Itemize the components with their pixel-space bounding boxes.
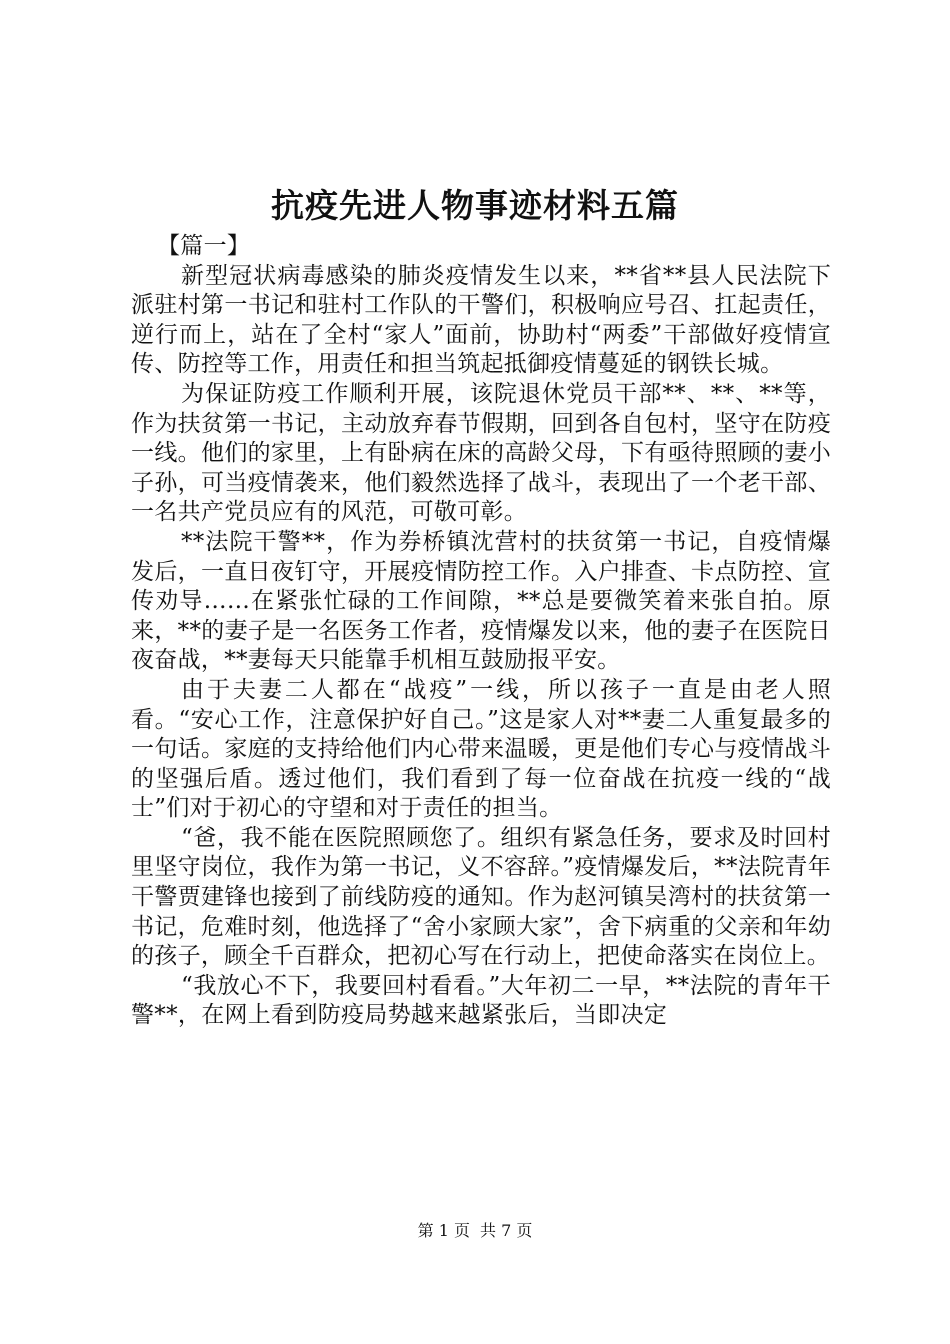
document-body bbox=[131, 232, 831, 1031]
paragraph-4: 由于夫妻二人都在“战疫”一线，所以孩子一直是由老人照看。“安心工作，注意保护好自己。”这是家人对**妻二人重复最多的一句话。家庭的支持给他们内心带来温暖，更是他们专心与疫情战斗的坚强后盾。透过他们，我们看到了每一位奋战在抗疫一线的“战士”们对于初心的守望和对于责任的担当。 bbox=[131, 676, 831, 822]
page-total: 共 7 页 bbox=[480, 1221, 533, 1240]
section-heading: 【篇一】 bbox=[157, 233, 251, 259]
paragraph-1: 新型冠状病毒感染的肺炎疫情发生以来，**省**县人民法院下派驻村第一书记和驻村工作队的干警们，积极响应号召、扛起责任，逆行而上，站在了全村“家人”面前，协助村“两委”干部做好疫情宣传、防控等工作，用责任和担当筑起抵御疫情蔓延的钢铁长城。 bbox=[131, 262, 831, 378]
paragraph-3: **法院干警**，作为券桥镇沈营村的扶贫第一书记，自疫情爆发后，一直日夜钉守，开展疫情防控工作。入户排查、卡点防控、宣传劝导……在紧张忙碌的工作间隙，**总是要微笑着来张自拍。原来，**的妻子是一名医务工作者，疫情爆发以来，他的妻子在医院日夜奋战，**妻每天只能靠手机相互鼓励报平安。 bbox=[131, 528, 831, 674]
paragraph-2: 为保证防疫工作顺利开展，该院退休党员干部**、**、**等，作为扶贫第一书记，主动放弃春节假期，回到各自包村，坚守在防疫一线。他们的家里，上有卧病在床的高龄父母，下有亟待照顾的妻小子孙，可当疫情袭来，他们毅然选择了战斗，表现出了一个老干部、一名共产党员应有的风范，可敬可彰。 bbox=[131, 380, 831, 526]
paragraph-6: “我放心不下，我要回村看看。”大年初二一早，**法院的青年干警**，在网上看到防疫局势越来越紧张后，当即决定 bbox=[131, 972, 831, 1029]
page-number: 第 1 页 bbox=[417, 1221, 470, 1240]
document-title: 抗疫先进人物事迹材料五篇 bbox=[271, 186, 679, 225]
paragraph-5: “爸，我不能在医院照顾您了。组织有紧急任务，要求及时回村里坚守岗位，我作为第一书记，义不容辞。”疫情爆发后，**法院青年干警贾建锋也接到了前线防疫的通知。作为赵河镇吴湾村的扶贫第一书记，危难时刻，他选择了“舍小家顾大家”，舍下病重的父亲和年幼的孩子，顾全千百群众，把初心写在行动上，把使命落实在岗位上。 bbox=[131, 824, 831, 970]
page-footer bbox=[0, 1220, 950, 1242]
